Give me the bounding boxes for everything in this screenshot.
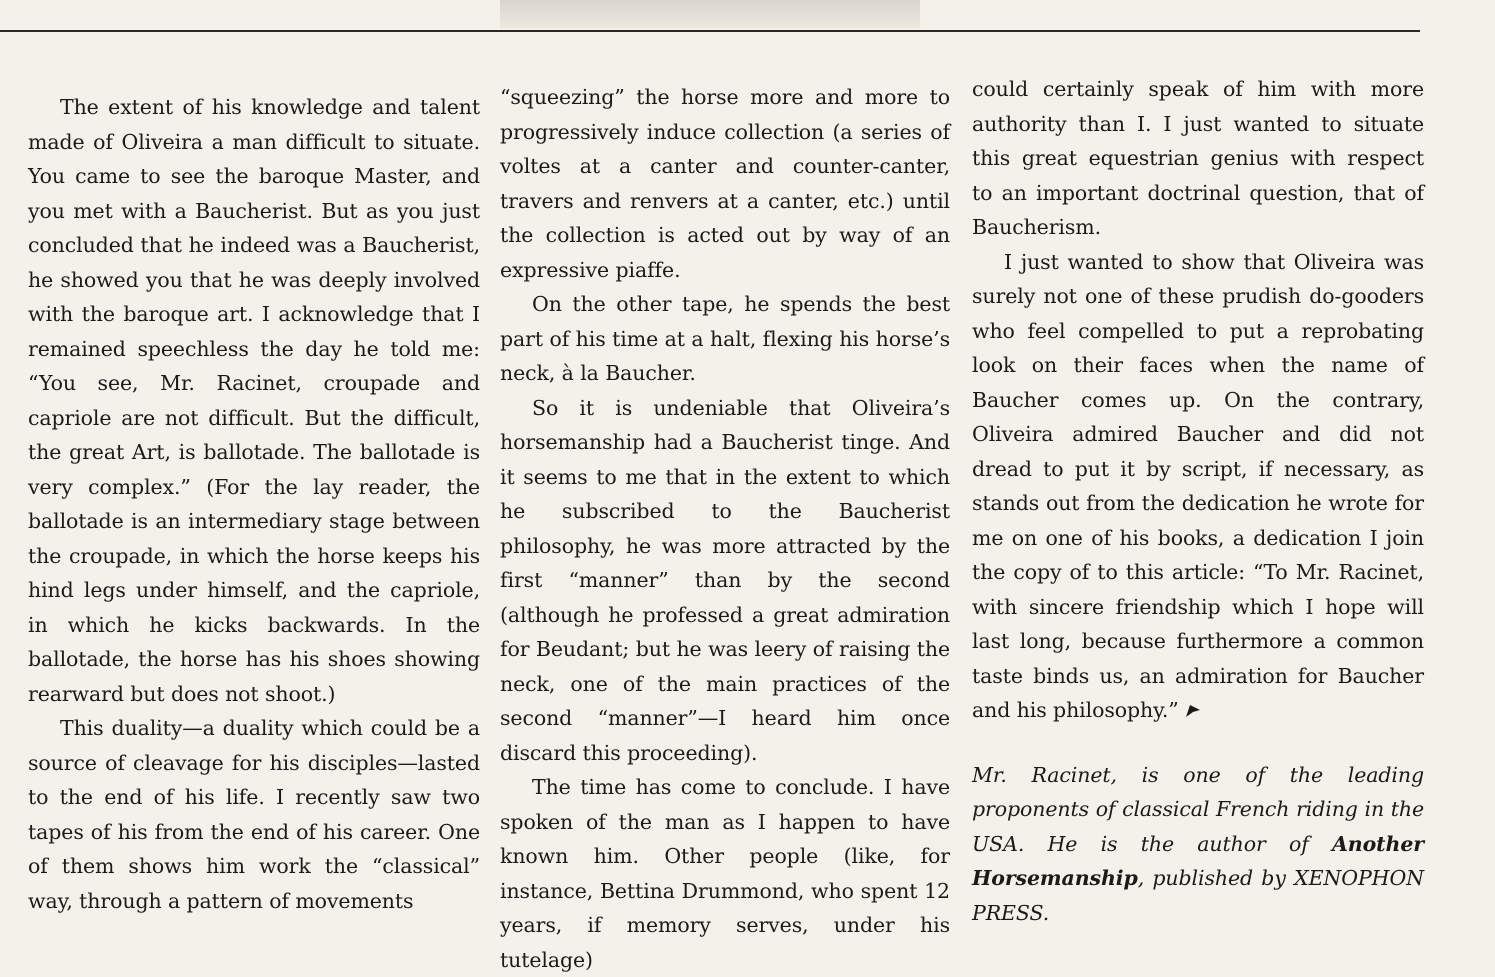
article-column-3 xyxy=(972,72,1424,930)
end-mark-icon xyxy=(1185,704,1201,718)
paragraph: This duality—a duality which could be a source of cleavage for his disciples—lasted to the end of his life. I recently saw two tapes of his from the end of his career. One of them shows him work the “classical” way, through a pattern of movements xyxy=(28,716,480,913)
closing-paragraph-text: I just wanted to show that Oliveira was surely not one of these prudish do-gooders who feel compelled to put a reprobating look on their faces when the name of Baucher comes up. On the contrary, Oliveira admired Baucher and did not dread to put it by script, if necessary, as stands out from the dedication he wrote for me on one of his books, a dedication I join the copy of to this article: “To Mr. Racinet, with sincere friendship which I hope will last long, because furthermore a common taste binds us, an admiration for Baucher and his philosophy.” xyxy=(972,249,1424,722)
author-bio xyxy=(972,758,1424,931)
book-title: Another Horsemanship xyxy=(972,831,1424,890)
paragraph: The time has come to conclude. I have spoken of the man as I happen to have known him. Other people (like, for instance, Bettina Drummond, who spent 12 years, if memory serves, under his tutelage) xyxy=(500,775,950,972)
header-band xyxy=(500,0,920,28)
paragraph: could certainly speak of him with more authority than I. I just wanted to situate this great equestrian genius with respect to an important doctrinal question, that of Baucherism. xyxy=(972,77,1424,239)
paragraph xyxy=(972,245,1424,728)
paragraph: “squeezing” the horse more and more to progressively induce collection (a series of voltes at a canter and counter-canter, travers and renvers at a canter, etc.) until the collection is acted out by way of an expressive piaffe. xyxy=(500,85,950,282)
bio-text: Mr. Racinet, is one of the leading proponents of classical French riding in the USA. He is the author of xyxy=(972,762,1424,856)
article-column-2 xyxy=(500,80,950,977)
bio-text: , published by XENOPHON PRESS. xyxy=(972,866,1424,925)
paragraph: So it is undeniable that Oliveira’s horsemanship had a Baucherist tinge. And it seems to me that in the extent to which he subscribed to the Baucherist philosophy, he was more attracted by the first “manner” than by the second (although he professed a great admiration for Beudant; but he was leery of raising the neck, one of the main practices of the second “manner”—I heard him once discard this proceeding). xyxy=(500,395,950,765)
article-column-1 xyxy=(28,90,480,918)
paragraph: On the other tape, he spends the best part of his time at a halt, flexing his horse’s neck, à la Baucher. xyxy=(500,292,950,385)
paragraph: The extent of his knowledge and talent made of Oliveira a man difficult to situate. You came to see the baroque Master, and you met with a Baucherist. But as you just concluded that he indeed was a Baucherist, he showed you that he was deeply involved with the baroque art. I acknowledge that I remained speechless the day he told me: “You see, Mr. Racinet, croupade and capriole are not difficult. But the difficult, the great Art, is ballotade. The ballotade is very complex.” (For the lay reader, the ballotade is an intermediary stage between the croupade, in which the horse keeps his hind legs under himself, and the capriole, in which he kicks backwards. In the ballotade, the horse has his shoes showing rearward but does not shoot.) xyxy=(28,95,480,706)
top-rule xyxy=(0,30,1420,32)
